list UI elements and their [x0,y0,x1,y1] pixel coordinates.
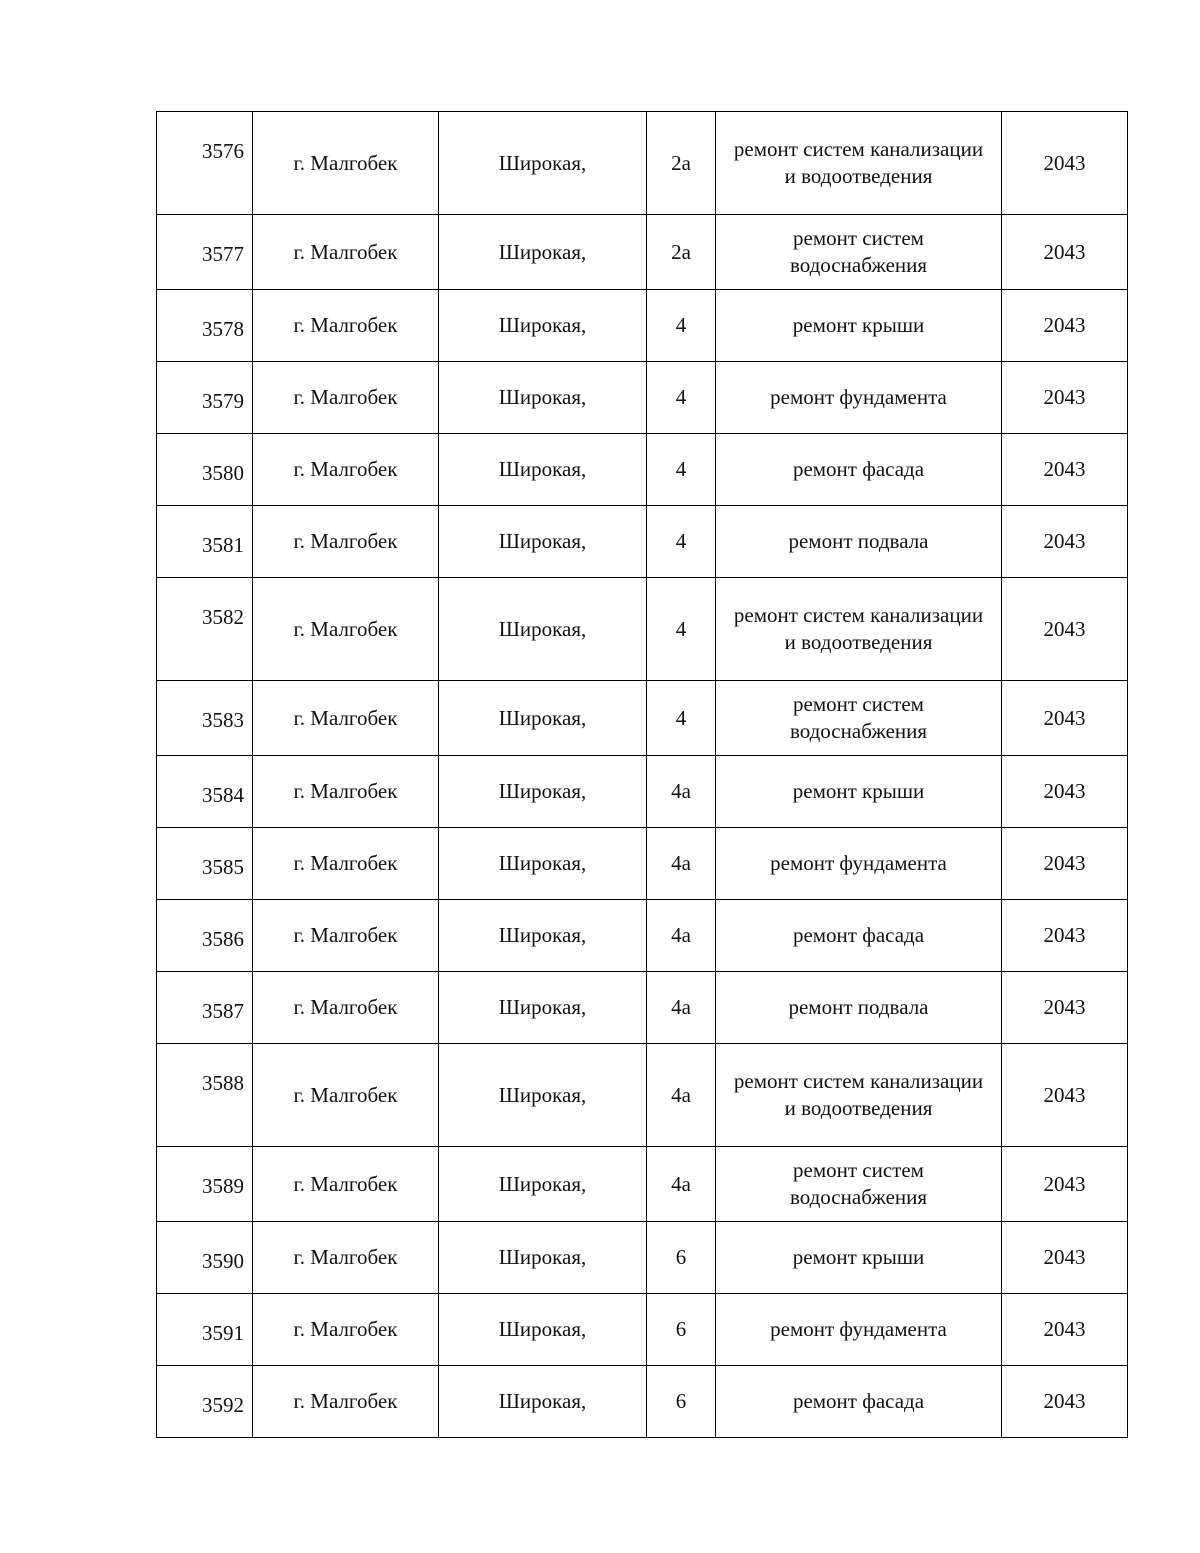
street-cell: Широкая, [439,290,647,362]
house-number-cell: 4а [647,1147,716,1222]
house-number-cell: 4 [647,681,716,756]
row-number-cell: 3583 [157,681,253,756]
repair-schedule-table [156,111,1128,1438]
street-cell: Широкая, [439,506,647,578]
city-cell: г. Малгобек [253,578,439,681]
year-cell: 2043 [1002,900,1128,972]
city-cell: г. Малгобек [253,900,439,972]
work-type-cell: ремонт крыши [716,290,1002,362]
work-type-cell: ремонт подвала [716,506,1002,578]
house-number-cell: 4а [647,756,716,828]
street-cell: Широкая, [439,756,647,828]
work-type-cell: ремонт крыши [716,1222,1002,1294]
table-row [157,681,1128,756]
street-cell: Широкая, [439,828,647,900]
house-number-cell: 4 [647,290,716,362]
work-type-cell: ремонт крыши [716,756,1002,828]
table-row [157,215,1128,290]
city-cell: г. Малгобек [253,112,439,215]
city-cell: г. Малгобек [253,1366,439,1438]
table-row [157,828,1128,900]
year-cell: 2043 [1002,434,1128,506]
street-cell: Широкая, [439,900,647,972]
city-cell: г. Малгобек [253,506,439,578]
year-cell: 2043 [1002,215,1128,290]
street-cell: Широкая, [439,362,647,434]
house-number-cell: 2а [647,215,716,290]
row-number-cell: 3589 [157,1147,253,1222]
row-number-cell: 3586 [157,900,253,972]
city-cell: г. Малгобек [253,681,439,756]
city-cell: г. Малгобек [253,362,439,434]
row-number-cell: 3590 [157,1222,253,1294]
row-number-cell: 3578 [157,290,253,362]
year-cell: 2043 [1002,681,1128,756]
street-cell: Широкая, [439,215,647,290]
city-cell: г. Малгобек [253,972,439,1044]
street-cell: Широкая, [439,578,647,681]
year-cell: 2043 [1002,290,1128,362]
row-number-cell: 3592 [157,1366,253,1438]
street-cell: Широкая, [439,681,647,756]
house-number-cell: 4 [647,506,716,578]
year-cell: 2043 [1002,1044,1128,1147]
table-row [157,290,1128,362]
street-cell: Широкая, [439,972,647,1044]
work-type-cell: ремонт фасада [716,434,1002,506]
year-cell: 2043 [1002,506,1128,578]
city-cell: г. Малгобек [253,1044,439,1147]
year-cell: 2043 [1002,578,1128,681]
row-number-cell: 3580 [157,434,253,506]
table-row [157,1044,1128,1147]
city-cell: г. Малгобек [253,1294,439,1366]
house-number-cell: 4 [647,578,716,681]
year-cell: 2043 [1002,1294,1128,1366]
year-cell: 2043 [1002,756,1128,828]
street-cell: Широкая, [439,1294,647,1366]
year-cell: 2043 [1002,1366,1128,1438]
street-cell: Широкая, [439,112,647,215]
work-type-cell: ремонт систем водоснабжения [716,1147,1002,1222]
work-type-cell: ремонт систем канализации и водоотведения [716,112,1002,215]
street-cell: Широкая, [439,1147,647,1222]
row-number-cell: 3582 [157,578,253,681]
table-row [157,1222,1128,1294]
row-number-cell: 3581 [157,506,253,578]
work-type-cell: ремонт систем водоснабжения [716,215,1002,290]
work-type-cell: ремонт фундамента [716,1294,1002,1366]
street-cell: Широкая, [439,1044,647,1147]
year-cell: 2043 [1002,1222,1128,1294]
table-row [157,112,1128,215]
row-number-cell: 3588 [157,1044,253,1147]
row-number-cell: 3577 [157,215,253,290]
work-type-cell: ремонт фасада [716,1366,1002,1438]
city-cell: г. Малгобек [253,1147,439,1222]
city-cell: г. Малгобек [253,215,439,290]
work-type-cell: ремонт подвала [716,972,1002,1044]
table-body [157,112,1128,1438]
table-row [157,578,1128,681]
house-number-cell: 4 [647,434,716,506]
table-row [157,756,1128,828]
work-type-cell: ремонт фундамента [716,828,1002,900]
table-row [157,1147,1128,1222]
house-number-cell: 4а [647,1044,716,1147]
row-number-cell: 3587 [157,972,253,1044]
work-type-cell: ремонт фасада [716,900,1002,972]
table-row [157,362,1128,434]
table-row [157,1294,1128,1366]
house-number-cell: 4а [647,828,716,900]
house-number-cell: 4а [647,900,716,972]
house-number-cell: 4 [647,362,716,434]
row-number-cell: 3584 [157,756,253,828]
street-cell: Широкая, [439,434,647,506]
city-cell: г. Малгобек [253,290,439,362]
work-type-cell: ремонт фундамента [716,362,1002,434]
table-row [157,434,1128,506]
house-number-cell: 6 [647,1366,716,1438]
work-type-cell: ремонт систем водоснабжения [716,681,1002,756]
city-cell: г. Малгобек [253,828,439,900]
row-number-cell: 3591 [157,1294,253,1366]
city-cell: г. Малгобек [253,434,439,506]
street-cell: Широкая, [439,1222,647,1294]
table-row [157,972,1128,1044]
house-number-cell: 4а [647,972,716,1044]
city-cell: г. Малгобек [253,1222,439,1294]
row-number-cell: 3576 [157,112,253,215]
house-number-cell: 2а [647,112,716,215]
work-type-cell: ремонт систем канализации и водоотведения [716,1044,1002,1147]
year-cell: 2043 [1002,112,1128,215]
row-number-cell: 3579 [157,362,253,434]
table-row [157,1366,1128,1438]
year-cell: 2043 [1002,972,1128,1044]
row-number-cell: 3585 [157,828,253,900]
work-type-cell: ремонт систем канализации и водоотведения [716,578,1002,681]
year-cell: 2043 [1002,828,1128,900]
table-row [157,900,1128,972]
year-cell: 2043 [1002,362,1128,434]
street-cell: Широкая, [439,1366,647,1438]
year-cell: 2043 [1002,1147,1128,1222]
house-number-cell: 6 [647,1294,716,1366]
city-cell: г. Малгобек [253,756,439,828]
house-number-cell: 6 [647,1222,716,1294]
table-row [157,506,1128,578]
